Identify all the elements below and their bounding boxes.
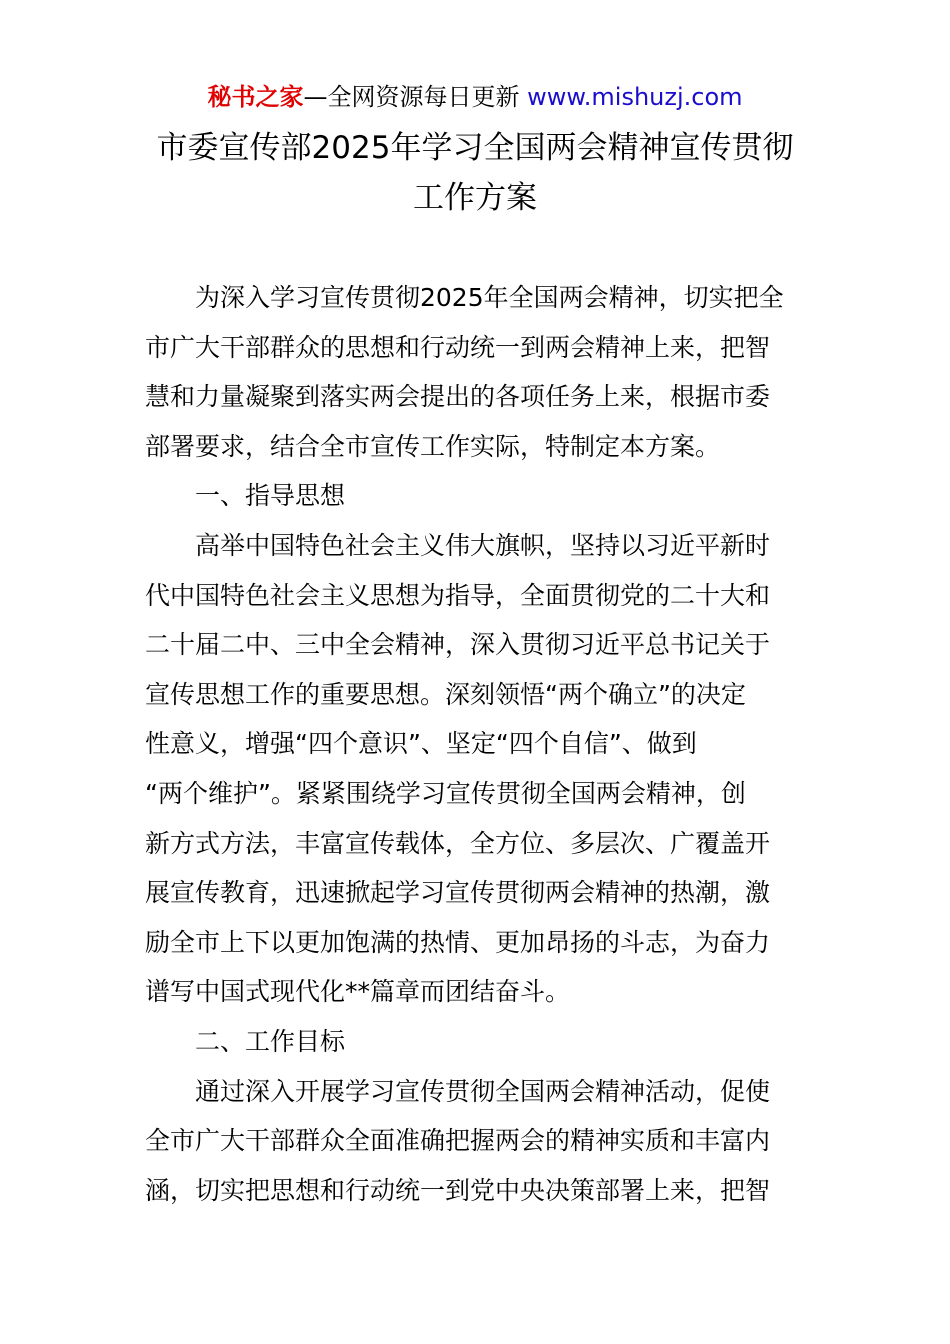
paragraph-line: 励全市上下以更加饱满的热情、更加昂扬的斗志，为奋力: [145, 928, 771, 957]
paragraph-line: 全市广大干部群众全面准确把握两会的精神实质和丰富内: [145, 1126, 771, 1155]
paragraph-line: 通过深入开展学习宣传贯彻全国两会精神活动，促使: [195, 1077, 771, 1106]
paragraph-line: 慧和力量凝聚到落实两会提出的各项任务上来，根据市委: [145, 382, 771, 411]
paragraph-line: 谱写中国式现代化**篇章而团结奋斗。: [145, 977, 571, 1006]
paragraph-line: 展宣传教育，迅速掀起学习宣传贯彻两会精神的热潮，激: [145, 878, 771, 907]
paragraph-line: 部署要求，结合全市宣传工作实际，特制定本方案。: [145, 432, 721, 461]
paragraph-line: 新方式方法，丰富宣传载体，全方位、多层次、广覆盖开: [145, 829, 771, 858]
header-tagline: —全网资源每日更新: [303, 83, 520, 111]
paragraph-line: “两个维护”。紧紧围绕学习宣传贯彻全国两会精神，创: [145, 779, 746, 808]
paragraph-line: 为深入学习宣传贯彻2025年全国两会精神，切实把全: [195, 283, 784, 312]
paragraph-line: 二十届二中、三中全会精神，深入贯彻习近平总书记关于: [145, 630, 771, 659]
section-heading: 一、指导思想: [195, 481, 346, 510]
document-title-line-2: 工作方案: [413, 180, 537, 216]
site-header: [0, 80, 950, 114]
paragraph-line: 性意义，增强“四个意识”、坚定“四个自信”、做到: [145, 729, 697, 758]
paragraph-line: 市广大干部群众的思想和行动统一到两会精神上来，把智: [145, 333, 771, 362]
site-url-link[interactable]: www.mishuzj.com: [527, 83, 743, 111]
paragraph-line: 高举中国特色社会主义伟大旗帜，坚持以习近平新时: [195, 531, 771, 560]
paragraph-line: 宣传思想工作的重要思想。深刻领悟“两个确立”的决定: [145, 680, 746, 709]
paragraph-line: 涵，切实把思想和行动统一到党中央决策部署上来，把智: [145, 1176, 771, 1205]
section-heading: 二、工作目标: [195, 1027, 346, 1056]
document-title-line-1: 市委宣传部2025年学习全国两会精神宣传贯彻: [156, 130, 794, 166]
brand-name: 秘书之家: [207, 83, 304, 111]
paragraph-line: 代中国特色社会主义思想为指导，全面贯彻党的二十大和: [145, 581, 771, 610]
